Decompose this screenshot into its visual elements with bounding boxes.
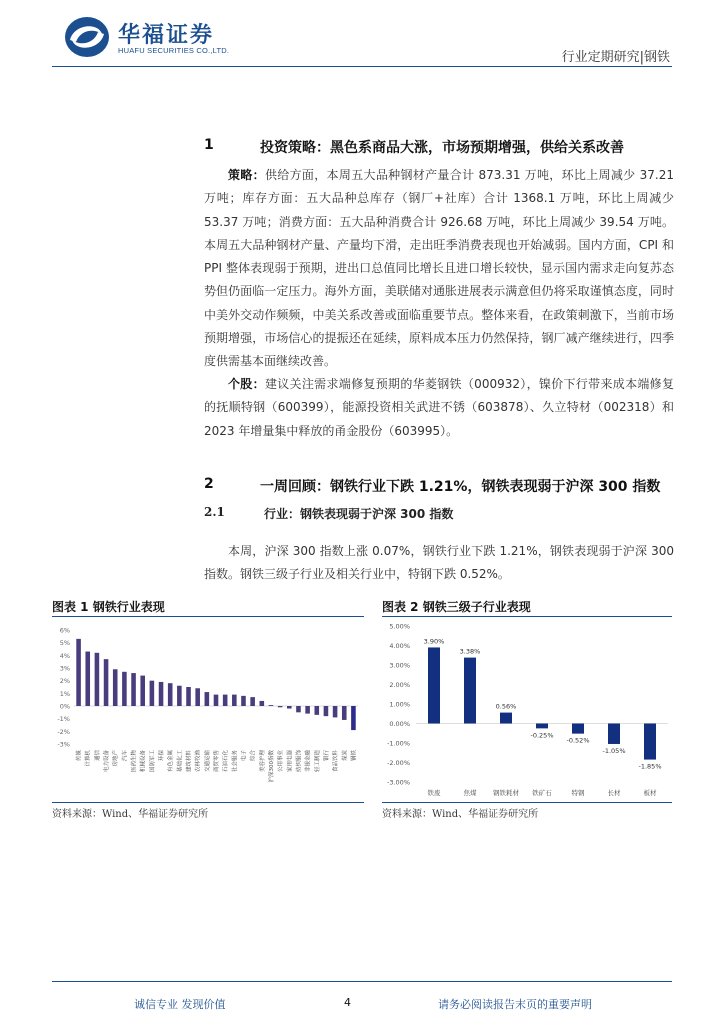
chart2-data-label: -1.05% (602, 746, 626, 755)
chart2-ytick-label: -3.00% (387, 778, 410, 787)
chart1-bar (214, 695, 219, 706)
chart1-bar (305, 706, 310, 714)
figure-2-bottom-rule (382, 802, 672, 803)
chart2-ytick-label: -1.00% (387, 739, 410, 748)
chart1-category-label: 钢铁 (351, 750, 358, 762)
chart1-category-label: 食品饮料 (333, 750, 340, 773)
report-type: 行业定期研究|钢铁 (561, 50, 670, 65)
chart1-category-label: 环保 (159, 750, 166, 762)
chart1-category-label: 计算机 (85, 750, 92, 767)
chart1-bar (104, 659, 109, 706)
chart1-bar (269, 705, 274, 706)
chart1-bar (241, 696, 246, 706)
chart1-bar (351, 706, 356, 730)
chart2-bar (500, 713, 512, 724)
chart1-category-label: 沪深300指数 (268, 750, 275, 783)
chart1-bar (333, 706, 338, 717)
chart1-ytick-label: 2% (59, 677, 70, 686)
chart1-category-label: 电子 (241, 750, 248, 762)
chart2-bar (428, 647, 440, 723)
page-number: 4 (344, 996, 351, 1009)
chart1-category-label: 家用电器 (287, 750, 294, 773)
chart2-ytick-label: 1.00% (389, 700, 410, 709)
chart2-data-label: -1.85% (638, 762, 662, 771)
chart2-data-label: -0.25% (530, 731, 554, 740)
chart1-category-label: 基础化工 (177, 750, 184, 773)
header-divider (52, 66, 672, 67)
logo-swirl-icon (62, 14, 112, 60)
chart1-category-label: 交通运输 (204, 750, 211, 773)
chart2-category-label: 板材 (643, 789, 657, 797)
chart1-category-label: 轻工制造 (314, 750, 321, 773)
chart2-ytick-label: 3.00% (389, 661, 410, 670)
chart1-bar (195, 688, 200, 706)
chart1-ytick-label: 6% (59, 626, 70, 635)
chart1-category-label: 社会服务 (232, 750, 239, 773)
section-1-title: 投资策略：黑色系商品大涨，市场预期增强，供给关系改善 (260, 140, 624, 156)
chart1-bar (250, 697, 255, 706)
chart2-data-label: -0.52% (566, 736, 590, 745)
chart1-category-label: 农林牧渔 (195, 750, 202, 773)
chart2-category-label: 长材 (607, 789, 621, 797)
stock-label: 个股： (228, 377, 265, 391)
chart2-bar (644, 724, 656, 760)
chart1-category-label: 商贸零售 (214, 750, 220, 773)
logo-english-name: HUAFU SECURITIES CO.,LTD. (118, 46, 230, 55)
subsection-2-1-number: 2.1 (204, 505, 225, 519)
chart2-bar (608, 724, 620, 744)
chart1-category-label: 石油石化 (223, 750, 230, 773)
chart1-ytick-label: -3% (57, 740, 70, 749)
figure-1-top-rule (52, 616, 364, 617)
section-2-number: 2 (204, 476, 214, 492)
chart1-bar (113, 669, 118, 706)
chart2-category-label: 铁矿石 (532, 789, 552, 797)
chart1-bar (232, 695, 237, 706)
chart2-ytick-label: 0.00% (389, 720, 410, 728)
chart1-bar (177, 686, 182, 706)
figure-1-title: 图表 1 钢铁行业表现 (52, 600, 165, 614)
chart1-bar (131, 673, 136, 706)
chart2-ytick-label: 5.00% (389, 622, 410, 631)
chart1-category-label: 纺织服饰 (296, 750, 303, 773)
section-2-title: 一周回顾：钢铁行业下跌 1.21%，钢铁表现弱于沪深 300 指数 (260, 479, 661, 495)
chart1-ytick-label: -1% (57, 715, 70, 724)
chart1-bar (314, 706, 319, 715)
chart2-bar (572, 724, 584, 734)
chart1-ytick-label: 4% (59, 651, 70, 660)
chart1-bar (324, 706, 329, 716)
chart1-bar (76, 639, 81, 706)
chart1-ytick-label: 3% (59, 664, 70, 673)
chart1-bar (122, 672, 127, 706)
chart1-ytick-label: 0% (59, 702, 70, 711)
footer-disclaimer: 请务必阅读报告末页的重要声明 (438, 998, 592, 1011)
company-logo (62, 14, 262, 60)
chart2-data-label: 3.90% (423, 637, 445, 646)
chart2-ytick-label: 4.00% (389, 642, 410, 650)
chart1-bar (260, 701, 265, 706)
chart1-category-label: 美容护理 (259, 750, 266, 773)
strategy-paragraph (204, 164, 674, 374)
footer-divider (52, 981, 672, 982)
chart2-bar (464, 658, 476, 724)
chart1-bar (159, 682, 164, 706)
subsection-2-1-title: 行业：钢铁表现弱于沪深 300 指数 (264, 507, 454, 521)
chart1-bar (186, 687, 191, 706)
section-1-number: 1 (204, 137, 214, 153)
section-2-paragraph: 本周，沪深 300 指数上涨 0.07%，钢铁行业下跌 1.21%，钢铁表现弱于沪深 300 指数。钢铁三级子行业及相关行业中，特钢下跌 0.52%。 (204, 544, 674, 582)
chart1-bar (342, 706, 347, 720)
chart2-data-label: 3.38% (459, 647, 481, 656)
chart1-category-label: 煤炭 (342, 750, 349, 762)
chart2-category-label: 焦煤 (463, 789, 477, 797)
stock-paragraph (204, 373, 674, 443)
strategy-text: 供给方面，本周五大品种钢材产量合计 873.31 万吨，环比上周减少 37.21 万吨；库存方面：五大品种总库存（钢厂+社库）合计 1368.1 万吨，环比上周减少 53.37 万吨；消费方面：五大品种消费合计 926.68 万吨，环比上周减少 39.54 万吨。本周五大品种钢材产量、产量均下滑，走出旺季消费表现也开始减弱。国内方面，CPI 和 PPI 整体表现弱于预期，进出口总值同比增长且进口增长较快，显示国内需求走向复苏态势但仍面临一定压力。海外方面，美联储对通胀进展表示满意但仍将采取谨慎态度，同时中美外交动作频频，中美关系改善或面临重要节点。整体来看，在政策刺激下，当前市场预期增强，市场信心的提振还在延续，原料成本压力仍然保持，钢厂减产继续进行，四季度供需基本面继续改善。 (204, 168, 674, 369)
chart1-bar (140, 676, 145, 706)
figure-2-chart (382, 620, 672, 800)
chart2-ytick-label: 2.00% (389, 681, 410, 689)
chart1-bar (287, 706, 292, 709)
chart2-bar (536, 724, 548, 729)
chart1-ytick-label: 5% (59, 639, 70, 648)
figure-2-top-rule (382, 616, 672, 617)
chart1-ytick-label: 1% (59, 689, 70, 698)
chart2-category-label: 铁废 (427, 789, 441, 797)
chart1-category-label: 电力设备 (104, 750, 111, 773)
chart1-bar (296, 706, 301, 712)
figure-1-source: 资料来源：Wind、华福证券研究所 (52, 809, 209, 820)
chart1-bar (150, 681, 155, 706)
figure-1-chart (52, 620, 364, 800)
chart1-category-label: 汽车 (122, 750, 129, 762)
chart1-bar (205, 692, 210, 706)
chart1-bar (278, 706, 283, 707)
chart1-bar (168, 683, 173, 706)
chart1-category-label: 建筑材料 (186, 750, 193, 773)
logo-chinese-name: 华福证券 (118, 22, 215, 48)
chart1-category-label: 机械设备 (140, 750, 147, 773)
chart1-category-label: 房地产 (113, 750, 120, 767)
chart1-category-label: 有色金属 (168, 750, 175, 773)
chart2-category-label: 特钢 (571, 789, 585, 797)
chart1-category-label: 通信 (94, 750, 101, 762)
chart1-category-label: 国防军工 (149, 750, 156, 773)
chart2-data-label: 0.56% (495, 702, 517, 711)
chart1-category-label: 公用事业 (278, 750, 285, 773)
stock-text: 建议关注需求端修复预期的华菱钢铁（000932），镍价下行带来成本端修复的抚顺特钢（600399），能源投资相关武进不锈（603878）、久立特材（002318）和 2023 年增量集中释放的甬金股份（603995）。 (204, 377, 674, 438)
chart1-bar (223, 695, 228, 706)
figure-1-bottom-rule (52, 802, 364, 803)
chart2-category-label: 钢铁耗材 (493, 789, 519, 797)
chart1-bar (85, 652, 90, 706)
figure-2-source: 资料来源：Wind、华福证券研究所 (382, 809, 539, 820)
chart1-ytick-label: -2% (57, 727, 70, 736)
chart1-bar (95, 653, 100, 706)
chart1-category-label: 医药生物 (131, 750, 138, 773)
figure-2-title: 图表 2 钢铁三级子行业表现 (382, 600, 531, 614)
chart1-category-label: 非银金融 (305, 750, 312, 773)
chart1-category-label: 综合 (250, 750, 257, 762)
chart2-ytick-label: -2.00% (387, 759, 410, 767)
footer-slogan: 诚信专业 发现价值 (134, 998, 226, 1011)
strategy-label: 策略： (228, 168, 265, 182)
chart1-category-label: 传媒 (76, 750, 83, 762)
chart1-category-label: 银行 (323, 750, 330, 762)
